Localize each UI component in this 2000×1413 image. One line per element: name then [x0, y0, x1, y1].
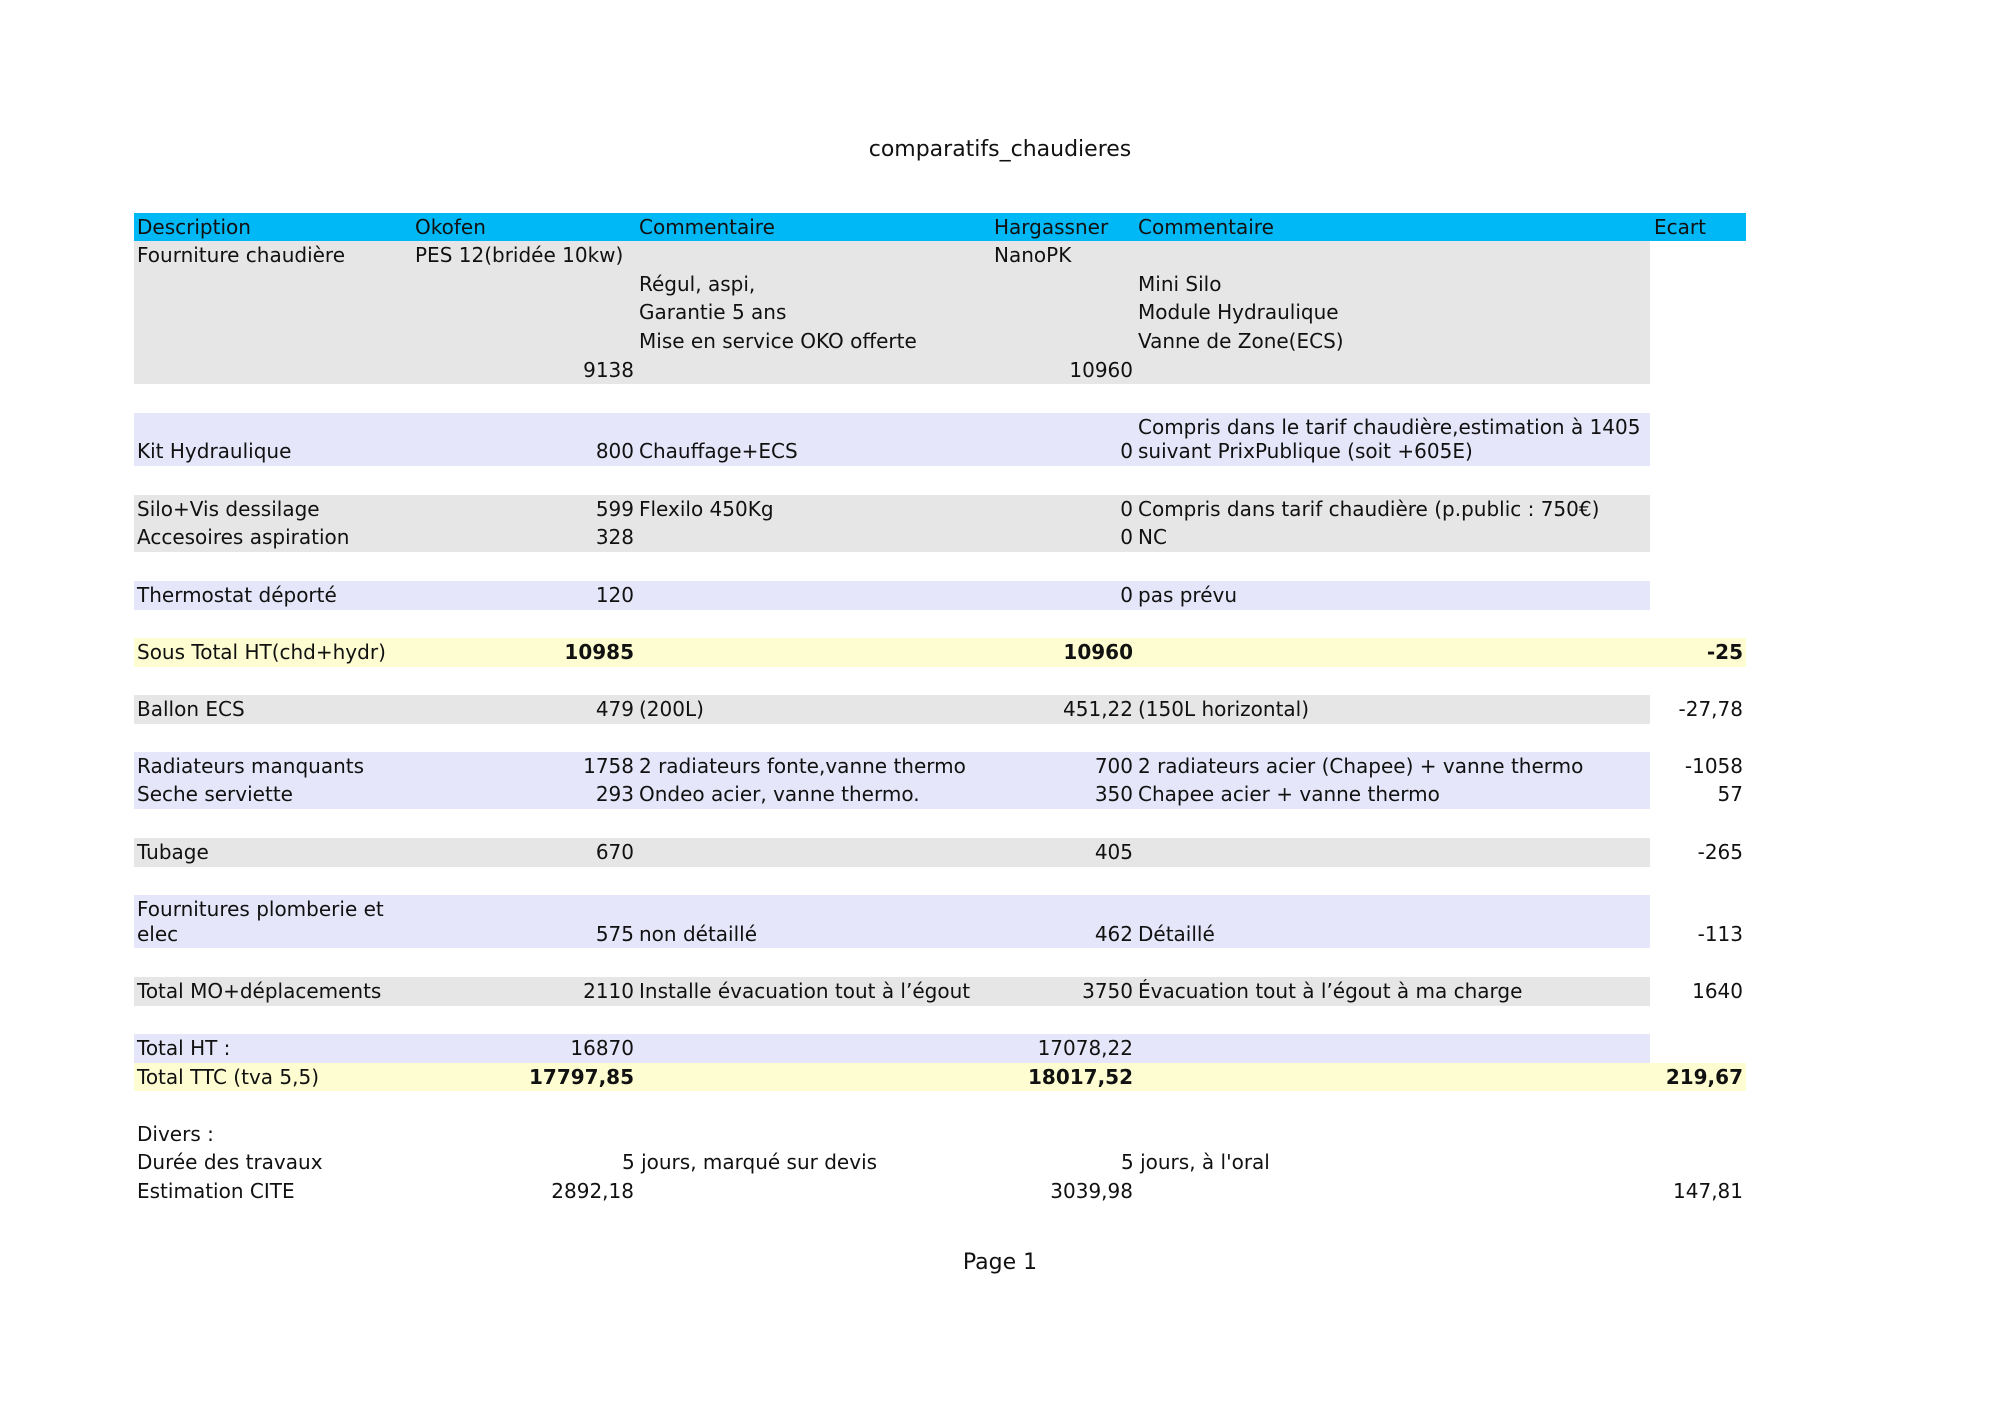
sous-total-okofen: 10985: [564, 640, 634, 664]
tubage-harg: 405: [1094, 840, 1133, 864]
total-ttc-ecart: 219,67: [1665, 1065, 1743, 1089]
total-ttc-label: Total TTC (tva 5,5): [137, 1065, 320, 1089]
seche-label: Seche serviette: [137, 782, 293, 806]
fourniture-okofen-comment: Garantie 5 ans: [639, 300, 787, 324]
fournitures-okofen-comment: non détaillé: [639, 922, 758, 946]
duree-okofen: 5 jours, marqué sur devis: [622, 1150, 878, 1174]
band-tubage: [134, 838, 1650, 867]
band-total-ttc: [134, 1063, 1746, 1091]
ballon-okofen: 479: [595, 697, 634, 721]
header-description: Description: [137, 215, 251, 239]
fourniture-okofen-comment: Mise en service OKO offerte: [639, 329, 917, 353]
fourniture-harg-price: 10960: [1069, 358, 1133, 382]
duree-harg: 5 jours, à l'oral: [1121, 1150, 1270, 1174]
seche-harg-comment: Chapee acier + vanne thermo: [1138, 782, 1440, 806]
tubage-okofen: 670: [595, 840, 634, 864]
header-commentaire-okofen: Commentaire: [639, 215, 775, 239]
silo-harg-comment: Compris dans tarif chaudière (p.public : 750€): [1138, 497, 1600, 521]
total-mo-harg-comment: Évacuation tout à l’égout à ma charge: [1138, 979, 1523, 1003]
seche-okofen: 293: [595, 782, 634, 806]
band-ballon: [134, 695, 1650, 724]
fournitures-harg: 462: [1094, 922, 1133, 946]
total-mo-okofen-comment: Installe évacuation tout à l’égout: [639, 979, 971, 1003]
kit-okofen: 800: [595, 439, 634, 463]
header-okofen: Okofen: [415, 215, 486, 239]
fournitures-okofen: 575: [595, 922, 634, 946]
fournitures-label-1: Fournitures plomberie et: [137, 897, 384, 921]
kit-okofen-comment: Chauffage+ECS: [639, 439, 798, 463]
radiateurs-ecart: -1058: [1684, 754, 1743, 778]
fournitures-label-2: elec: [137, 922, 179, 946]
accessoires-harg-comment: NC: [1138, 525, 1167, 549]
accessoires-label: Accesoires aspiration: [137, 525, 350, 549]
total-mo-harg: 3750: [1082, 979, 1133, 1003]
seche-ecart: 57: [1717, 782, 1743, 806]
thermostat-label: Thermostat déporté: [137, 583, 337, 607]
radiateurs-okofen-comment: 2 radiateurs fonte,vanne thermo: [639, 754, 966, 778]
silo-okofen: 599: [595, 497, 634, 521]
cite-label: Estimation CITE: [137, 1179, 295, 1203]
radiateurs-harg: 700: [1094, 754, 1133, 778]
thermostat-harg-comment: pas prévu: [1138, 583, 1238, 607]
kit-harg-comment-1: Compris dans le tarif chaudière,estimation à 1405: [1138, 415, 1641, 439]
page-number: Page 1: [962, 1250, 1038, 1275]
fourniture-harg-model: NanoPK: [994, 243, 1072, 267]
cite-harg: 3039,98: [1050, 1179, 1133, 1203]
tubage-ecart: -265: [1697, 840, 1743, 864]
total-ht-okofen: 16870: [570, 1036, 634, 1060]
document-title: comparatifs_chaudieres: [868, 137, 1132, 162]
cite-okofen: 2892,18: [551, 1179, 634, 1203]
fourniture-harg-comment: Module Hydraulique: [1138, 300, 1339, 324]
kit-label: Kit Hydraulique: [137, 439, 292, 463]
total-mo-ecart: 1640: [1692, 979, 1743, 1003]
kit-harg: 0: [1120, 439, 1133, 463]
silo-okofen-comment: Flexilo 450Kg: [639, 497, 774, 521]
header-hargassner: Hargassner: [994, 215, 1109, 239]
thermostat-harg: 0: [1120, 583, 1133, 607]
duree-label: Durée des travaux: [137, 1150, 323, 1174]
band-fourniture: [134, 241, 1650, 384]
fourniture-harg-comment: Mini Silo: [1138, 272, 1222, 296]
sous-total-ecart: -25: [1706, 640, 1743, 664]
ballon-label: Ballon ECS: [137, 697, 245, 721]
divers-label: Divers :: [137, 1122, 214, 1146]
fournitures-harg-comment: Détaillé: [1138, 922, 1215, 946]
fourniture-label: Fourniture chaudière: [137, 243, 346, 267]
fourniture-harg-comment: Vanne de Zone(ECS): [1138, 329, 1344, 353]
accessoires-okofen: 328: [595, 525, 634, 549]
silo-harg: 0: [1120, 497, 1133, 521]
kit-harg-comment-2: suivant PrixPublique (soit +605E): [1138, 439, 1473, 463]
radiateurs-okofen: 1758: [583, 754, 634, 778]
fournitures-ecart: -113: [1697, 922, 1743, 946]
total-mo-label: Total MO+déplacements: [137, 979, 382, 1003]
sous-total-harg: 10960: [1063, 640, 1133, 664]
band-thermostat: [134, 581, 1650, 610]
total-ht-label: Total HT :: [137, 1036, 231, 1060]
radiateurs-label: Radiateurs manquants: [137, 754, 365, 778]
tubage-label: Tubage: [137, 840, 209, 864]
ballon-ecart: -27,78: [1678, 697, 1743, 721]
fourniture-okofen-comment: Régul, aspi,: [639, 272, 756, 296]
fourniture-okofen-price: 9138: [583, 358, 634, 382]
thermostat-okofen: 120: [595, 583, 634, 607]
cite-ecart: 147,81: [1673, 1179, 1743, 1203]
accessoires-harg: 0: [1120, 525, 1133, 549]
total-ht-harg: 17078,22: [1037, 1036, 1133, 1060]
fourniture-okofen-model: PES 12(bridée 10kw): [415, 243, 624, 267]
total-ttc-okofen: 17797,85: [528, 1065, 634, 1089]
band-total-ht: [134, 1034, 1650, 1063]
ballon-harg-comment: (150L horizontal): [1138, 697, 1310, 721]
seche-harg: 350: [1094, 782, 1133, 806]
seche-okofen-comment: Ondeo acier, vanne thermo.: [639, 782, 920, 806]
ballon-harg: 451,22: [1063, 697, 1133, 721]
ballon-okofen-comment: (200L): [639, 697, 704, 721]
header-ecart: Ecart: [1654, 215, 1706, 239]
silo-label: Silo+Vis dessilage: [137, 497, 320, 521]
radiateurs-harg-comment: 2 radiateurs acier (Chapee) + vanne thermo: [1138, 754, 1584, 778]
header-band: [134, 213, 1746, 241]
header-commentaire-hargassner: Commentaire: [1138, 215, 1274, 239]
total-ttc-harg: 18017,52: [1027, 1065, 1133, 1089]
total-mo-okofen: 2110: [583, 979, 634, 1003]
sous-total-label: Sous Total HT(chd+hydr): [137, 640, 386, 664]
